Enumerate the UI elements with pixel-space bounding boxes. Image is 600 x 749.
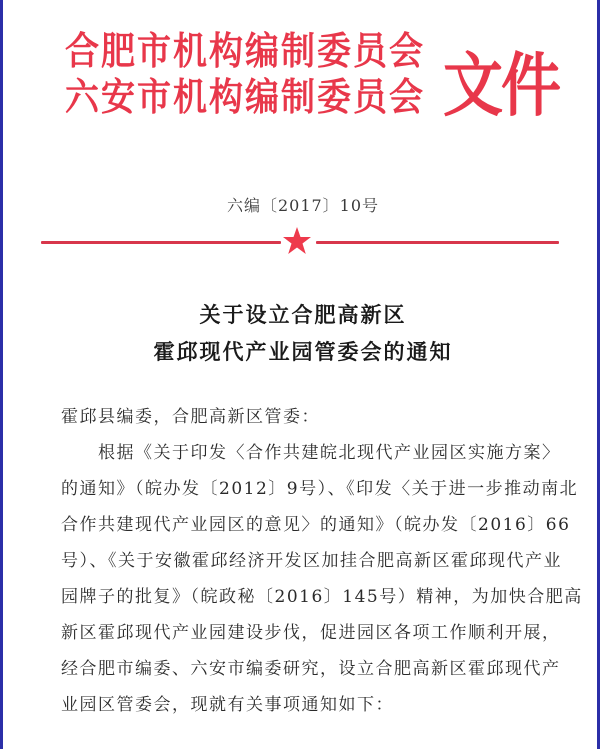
body-line: 根据《关于印发〈合作共建皖北现代产业园区实施方案〉 — [61, 443, 561, 463]
issuing-organizations — [65, 26, 445, 121]
red-divider-left — [41, 241, 281, 244]
org-name-luan: 六安市机构编制委员会 — [65, 75, 425, 121]
salutation: 霍邱县编委，合肥高新区管委： — [61, 407, 320, 427]
notice-title-line-1: 关于设立合肥高新区 — [199, 302, 407, 327]
body-line: 新区霍邱现代产业园建设步伐，促进园区各项工作顺利开展， — [61, 623, 561, 643]
body-line: 园牌子的批复》（皖政秘〔2016〕145号）精神，为加快合肥高 — [61, 587, 583, 607]
document-number: 六编〔2017〕10号 — [226, 196, 380, 215]
body-line: 经合肥市编委、六安市编委研究，设立合肥高新区霍邱现代产 — [61, 659, 561, 679]
red-divider-right — [316, 241, 559, 244]
body-line: 号）、《关于安徽霍邱经济开发区加挂合肥高新区霍邱现代产业 — [61, 551, 562, 571]
org-name-hefei: 合肥市机构编制委员会 — [65, 29, 425, 75]
document-label: 文件 — [443, 45, 559, 127]
body-line: 的通知》（皖办发〔2012〕9号）、《印发〈关于进一步推动南北 — [61, 479, 579, 499]
notice-title-line-2: 霍邱现代产业园管委会的通知 — [153, 339, 453, 364]
body-line: 业园区管委会，现就有关事项通知如下： — [61, 695, 394, 715]
body-line: 合作共建现代产业园区的意见〉的通知》（皖办发〔2016〕66 — [61, 515, 571, 535]
star-icon — [282, 226, 312, 256]
